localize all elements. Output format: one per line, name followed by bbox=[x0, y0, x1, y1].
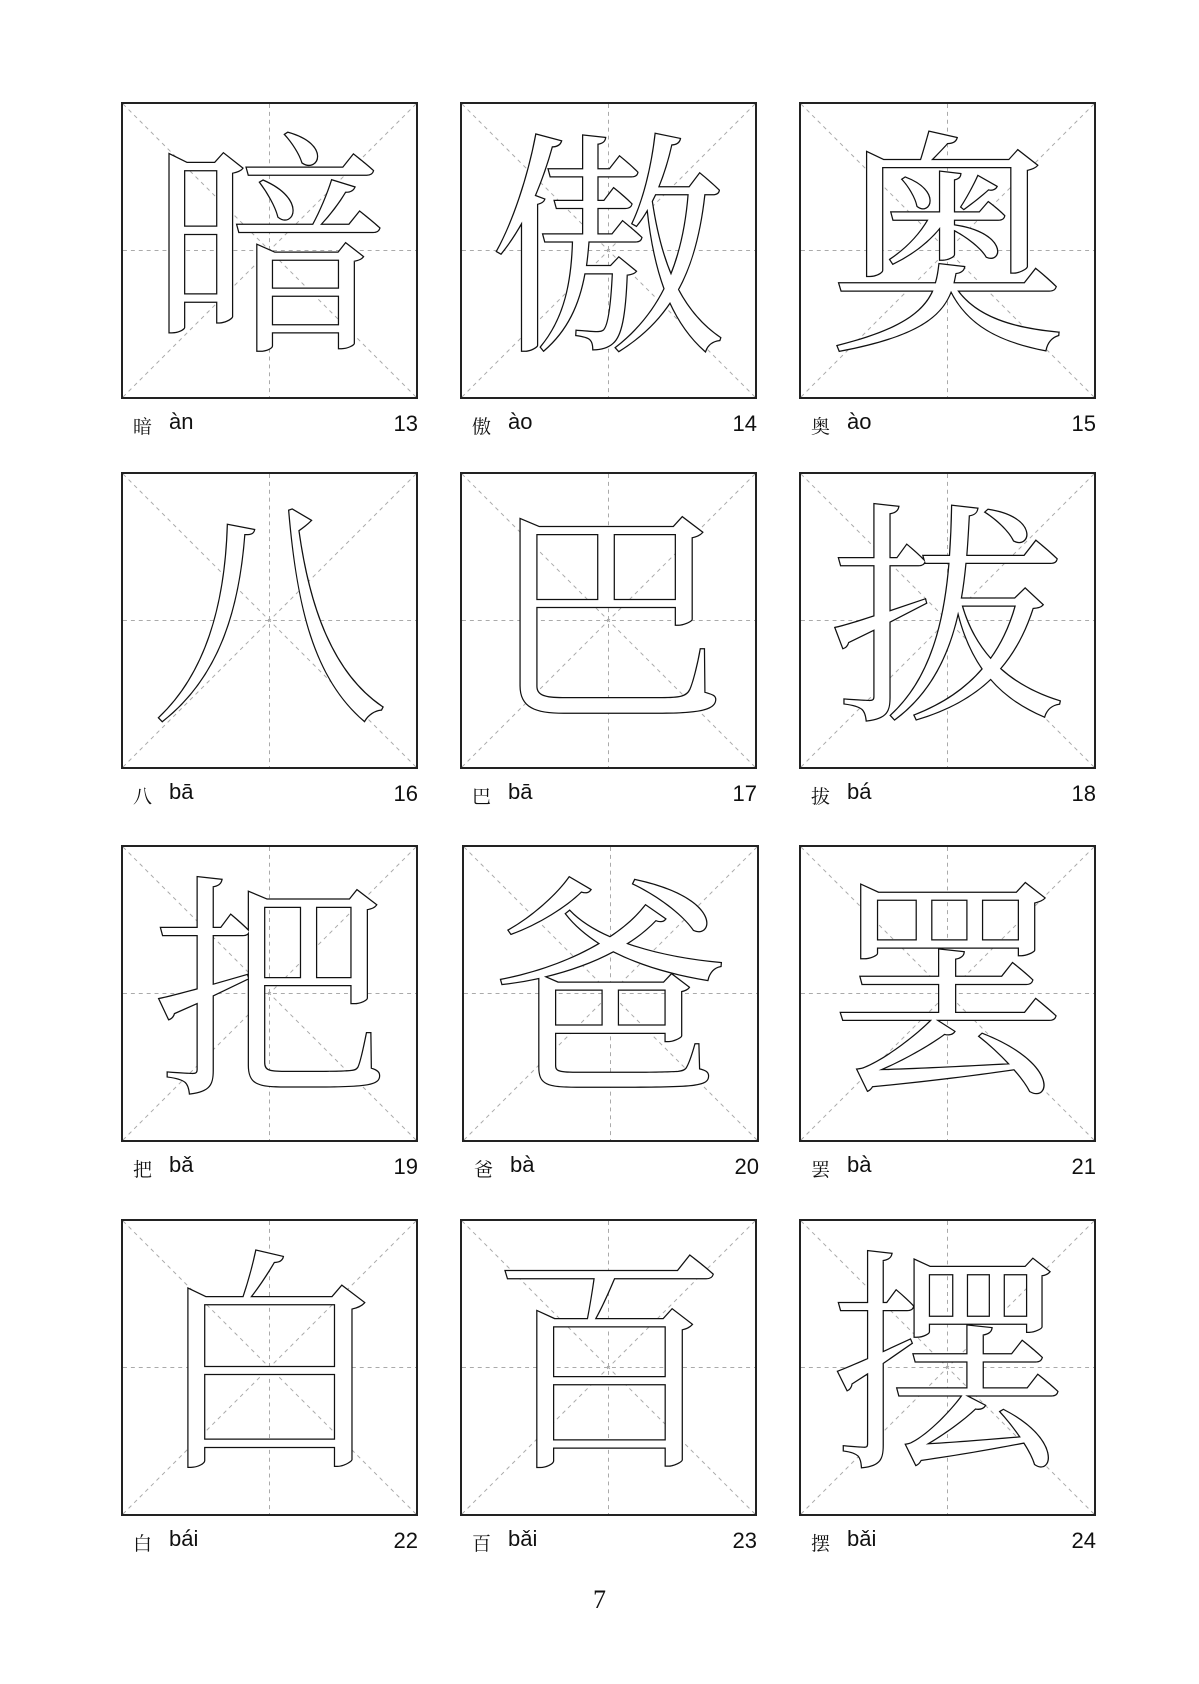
char-card-an bbox=[121, 102, 426, 447]
grid-box bbox=[462, 845, 759, 1142]
caption-char: 巴 bbox=[472, 786, 492, 808]
char-number: 24 bbox=[1071, 1528, 1096, 1553]
outline-glyph: 白 bbox=[151, 1229, 388, 1505]
outline-glyph: 罢 bbox=[829, 855, 1066, 1131]
outline-glyph: 摆 bbox=[829, 1229, 1066, 1505]
caption bbox=[466, 779, 757, 809]
char-number: 17 bbox=[732, 781, 757, 806]
page-number: 7 bbox=[593, 1585, 606, 1614]
outline-glyph: 拔 bbox=[829, 482, 1066, 758]
char-card-ba-6 bbox=[799, 845, 1104, 1190]
grid-box bbox=[460, 102, 757, 399]
pinyin: bà bbox=[847, 1152, 872, 1177]
caption-char: 百 bbox=[472, 1533, 492, 1555]
pinyin: bǎi bbox=[847, 1526, 877, 1551]
char-card-ba-2 bbox=[460, 472, 765, 817]
grid-box bbox=[799, 845, 1096, 1142]
char-card-bai-1 bbox=[121, 1219, 426, 1564]
pinyin: bā bbox=[169, 779, 194, 804]
caption-char: 傲 bbox=[472, 416, 492, 438]
char-number: 21 bbox=[1071, 1154, 1096, 1179]
caption bbox=[805, 409, 1096, 439]
caption bbox=[805, 779, 1096, 809]
caption-char: 拔 bbox=[811, 786, 831, 808]
outline-glyph: 爸 bbox=[492, 855, 729, 1131]
caption bbox=[127, 1152, 418, 1182]
caption-char: 白 bbox=[133, 1533, 153, 1555]
caption bbox=[466, 409, 757, 439]
grid-box bbox=[799, 1219, 1096, 1516]
char-number: 19 bbox=[393, 1154, 418, 1179]
outline-glyph: 奥 bbox=[829, 112, 1066, 388]
caption bbox=[468, 1152, 759, 1182]
grid-box bbox=[121, 472, 418, 769]
pinyin: àn bbox=[169, 409, 194, 434]
char-number: 20 bbox=[734, 1154, 759, 1179]
grid-box bbox=[460, 472, 757, 769]
caption-char: 摆 bbox=[811, 1533, 831, 1555]
char-card-bai-3 bbox=[799, 1219, 1104, 1564]
char-card-ba-1 bbox=[121, 472, 426, 817]
caption bbox=[127, 1526, 418, 1556]
pinyin: bǎ bbox=[169, 1152, 194, 1177]
outline-glyph: 八 bbox=[151, 482, 388, 758]
pinyin: bà bbox=[510, 1152, 535, 1177]
outline-glyph: 巴 bbox=[490, 482, 727, 758]
char-card-ao-1 bbox=[460, 102, 765, 447]
caption bbox=[127, 779, 418, 809]
char-number: 23 bbox=[732, 1528, 757, 1553]
caption bbox=[805, 1152, 1096, 1182]
grid-box bbox=[799, 102, 1096, 399]
caption-char: 八 bbox=[133, 786, 153, 808]
grid-box bbox=[799, 472, 1096, 769]
caption bbox=[127, 409, 418, 439]
caption-char: 把 bbox=[133, 1159, 153, 1181]
char-number: 13 bbox=[393, 411, 418, 436]
grid-box bbox=[460, 1219, 757, 1516]
pinyin: ào bbox=[847, 409, 872, 434]
caption-char: 奥 bbox=[811, 416, 831, 438]
outline-glyph: 百 bbox=[490, 1229, 727, 1505]
grid-box bbox=[121, 1219, 418, 1516]
grid-box bbox=[121, 845, 418, 1142]
pinyin: ào bbox=[508, 409, 533, 434]
caption bbox=[466, 1526, 757, 1556]
caption-char: 爸 bbox=[474, 1159, 494, 1181]
char-card-ba-3 bbox=[799, 472, 1104, 817]
char-card-ba-4 bbox=[121, 845, 426, 1190]
grid-box bbox=[121, 102, 418, 399]
pinyin: bā bbox=[508, 779, 533, 804]
char-card-bai-2 bbox=[460, 1219, 765, 1564]
char-card-ao-2 bbox=[799, 102, 1104, 447]
pinyin: bái bbox=[169, 1526, 199, 1551]
pinyin: bǎi bbox=[508, 1526, 538, 1551]
outline-glyph: 暗 bbox=[151, 112, 388, 388]
outline-glyph: 傲 bbox=[490, 112, 727, 388]
pinyin: bá bbox=[847, 779, 872, 804]
char-number: 14 bbox=[732, 411, 757, 436]
char-number: 22 bbox=[393, 1528, 418, 1553]
char-number: 16 bbox=[393, 781, 418, 806]
caption-char: 罢 bbox=[811, 1159, 831, 1181]
char-number: 15 bbox=[1071, 411, 1096, 436]
char-number: 18 bbox=[1071, 781, 1096, 806]
caption bbox=[805, 1526, 1096, 1556]
outline-glyph: 把 bbox=[151, 855, 388, 1131]
char-card-ba-5 bbox=[462, 845, 767, 1190]
caption-char: 暗 bbox=[133, 416, 153, 438]
